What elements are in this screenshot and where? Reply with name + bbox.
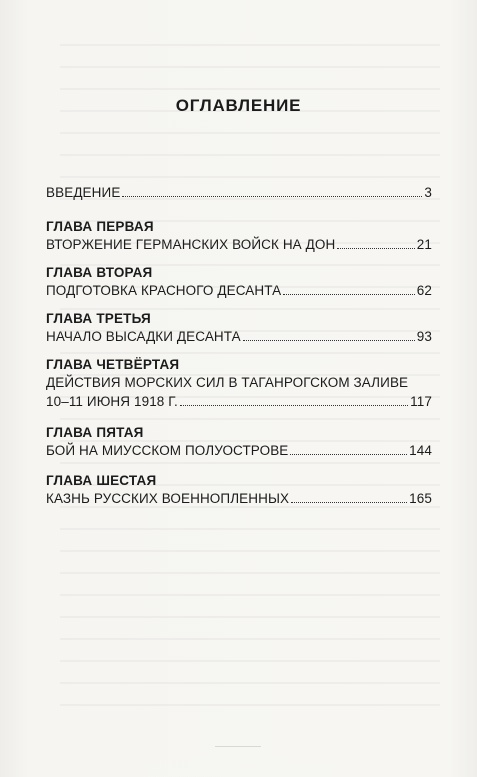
toc-page-number: 165 — [409, 491, 432, 506]
dot-leader — [291, 502, 407, 503]
toc-entry-line — [46, 235, 432, 254]
toc-page-number: 144 — [409, 443, 432, 458]
toc-entry-line — [46, 392, 432, 411]
toc-intro — [46, 183, 432, 202]
toc-entry-line — [46, 183, 432, 202]
toc-entry-line — [46, 281, 432, 300]
chapter-heading: ГЛАВА ТРЕТЬЯ — [46, 311, 151, 326]
toc-page-number: 62 — [416, 283, 432, 298]
chapter-heading: ГЛАВА ВТОРАЯ — [46, 265, 153, 280]
toc-entry-text: БОЙ НА МИУССКОМ ПОЛУОСТРОВЕ — [46, 443, 289, 458]
toc-entry-text: ВТОРЖЕНИЕ ГЕРМАНСКИХ ВОЙСК НА ДОН — [46, 237, 336, 252]
page-title: ОГЛАВЛЕНИЕ — [175, 96, 302, 115]
toc-entry-line — [46, 327, 432, 346]
footer-rule — [215, 742, 261, 747]
dot-leader — [337, 248, 414, 249]
chapter-heading: ГЛАВА ПЯТАЯ — [46, 425, 144, 440]
dot-leader — [283, 294, 415, 295]
toc-entry-text: ПОДГОТОВКА КРАСНОГО ДЕСАНТА — [46, 283, 282, 298]
toc-entry-text: КАЗНЬ РУССКИХ ВОЕННОПЛЕННЫХ — [46, 491, 290, 506]
toc-entry-text: 10–11 ИЮНЯ 1918 Г. — [46, 394, 178, 409]
toc-chapter-6 — [46, 472, 432, 508]
toc-page-number: 21 — [416, 237, 432, 252]
chapter-heading: ГЛАВА ЧЕТВЁРТАЯ — [46, 357, 180, 372]
toc-page-number: 3 — [424, 185, 432, 200]
dot-leader — [290, 454, 407, 455]
dot-leader — [122, 196, 422, 197]
toc-chapter-1 — [46, 218, 432, 254]
toc-chapter-2 — [46, 264, 432, 300]
dot-leader — [243, 340, 415, 341]
toc-entry-line — [46, 441, 432, 460]
toc-chapter-3 — [46, 310, 432, 346]
chapter-heading: ГЛАВА ШЕСТАЯ — [46, 473, 157, 488]
chapter-heading: ГЛАВА ПЕРВАЯ — [46, 219, 154, 234]
toc-page-number: 117 — [410, 394, 432, 409]
toc-entry-text: НАЧАЛО ВЫСАДКИ ДЕСАНТА — [46, 329, 241, 344]
toc-chapter-4 — [46, 356, 432, 411]
toc-entry-text: ВВЕДЕНИЕ — [46, 185, 121, 200]
toc-chapter-5 — [46, 424, 432, 460]
dot-leader — [180, 405, 408, 406]
toc-entry-line — [46, 489, 432, 508]
toc-entry-text-line: ДЕЙСТВИЯ МОРСКИХ СИЛ В ТАГАНРОГСКОМ ЗАЛИВЕ — [46, 375, 409, 390]
toc-page-number: 93 — [416, 329, 432, 344]
